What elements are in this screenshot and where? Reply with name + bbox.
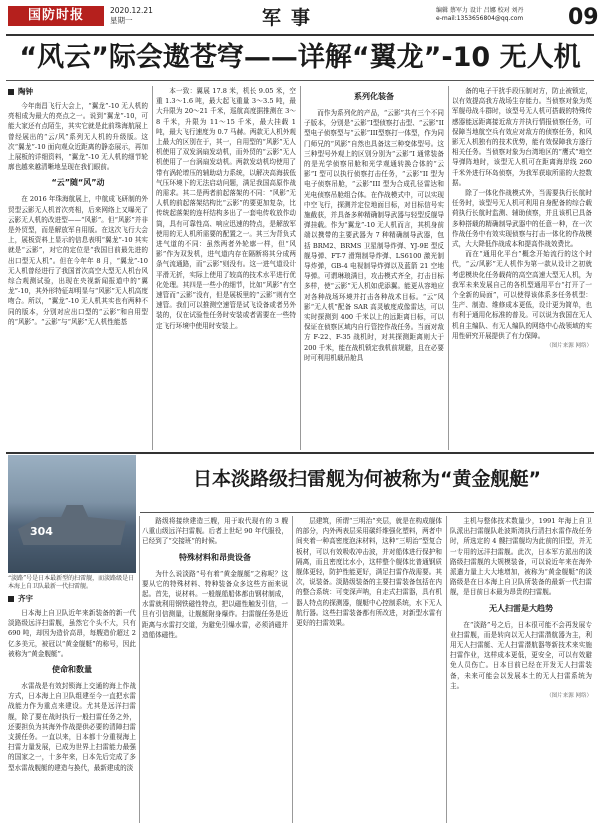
ship-photo [8, 455, 136, 573]
article1-col4-body3: 而在“通用化平台”概念开始流行的这个时代，“云/风影”无人机作为第一款从设计之初就考虑模块化任务载荷的高空高速大型无人机，为我军未来发展自己的各机型通用平台“打开了一个全新的局面”，可以使得该体系多任务机型：生产、制造、维修成本更低，设计更为简单，也有利于通用化标准的普及。可以说为我国在无人机自主编队、有无人编队的网络中心战领域的实用性研究开展提供了有力保障。 [452, 250, 592, 340]
article2-byline [8, 593, 136, 605]
column-divider [448, 86, 449, 450]
article1-headline: “风云”际会遨苍穹——详解“翼龙”-10 无人机 [19, 42, 581, 73]
article2-col2 [142, 516, 288, 823]
article2-headline: 日本淡路级扫雷舰为何被称为“黄金舰艇” [193, 468, 541, 490]
article1-col1 [8, 86, 148, 450]
byline-square-icon [8, 596, 14, 602]
byline-text: 陶钟 [18, 87, 33, 96]
article1-byline [8, 86, 148, 98]
weekday-text: 星期一 [110, 16, 133, 25]
masthead [6, 4, 599, 36]
page-number: 09 [568, 5, 599, 30]
article2-subhead-2: 特殊材料和昂贵设备 [179, 552, 251, 562]
article1-col4 [452, 86, 592, 450]
column-divider [300, 86, 301, 450]
section-title: 军事 [262, 7, 321, 29]
article1-col3-body: 而作为系列化的产品，“云影”共有三个不同子版本，分别是“云影”I型侦察打击型、“云影”II型电子侦察型与“云影”III型察打一体型，作为同门师兄的“风影”自然也具备这三种变体型号。这三种型号外观上的区别分别为“云影”I 通常装备的是光学侦察吊舱和光学观通转换合体的“云影”I 型可以执行侦察打击任务，“云影”II 型为电子侦察吊舱，“云影”III 型为合成孔径雷达和光电侦察吊舱组合体。在作战模式中，可以实现中空飞行，探测并定位地面目标，对目标信号实施截获，并具备多种精确制导武器与轻型反舰导弹挂载。作为“翼龙”-10 无人机而言，其机身前端以携带的主要武器为 7 种精确制导武器，包括 BRM2、BRMS 卫星制导炸弹、YJ-9E 型反舰导弹、FT-7 滑翔制导炸弹、LS6100 激光制导炸弹，GB-4 电视制导炸弹以及蓝箭 21 空地导弹。可谓琳琅满目，攻击模式齐全，打击目标多样，使“云影”无人机如虎添翼。能更从容地应对各种战场环境并打击各种战术目标。“云”风影“无人机”配备 SAR 高灵敏度成像雷达，可以实时探测到 400 千米以上的远距离目标，可以保证在侦察区域内自行管控作战任务。当面对敌方 F-22、F-35 战机时，对其探测距离则大于 200 千米，能在战机锁定我机前规避，且在必要时可利用机载吊舱具 [304, 109, 444, 362]
article2-col3 [296, 516, 442, 823]
issue-date [110, 6, 153, 26]
photo-caption: “淡路”号是日本最新型的扫雷舰，而淡路级是日本海上自卫队最新一代扫雷舰。 [8, 575, 135, 590]
article2-col1 [8, 593, 136, 823]
article1-credit: （图片来源 网络） [546, 343, 592, 350]
article1-col2 [156, 86, 296, 450]
newspaper-logo: 国防时报 [8, 6, 104, 26]
article2-col4 [450, 516, 592, 823]
column-divider [152, 86, 153, 450]
article2-col2-body: 为什么说淡路“号有着“黄金舰艇”之称呢？这要从它的特殊材料、特种装备众多这些方面来说起。首先，说材料。一般舰船船体都由钢材制成，水雷就利用钢铁磁性特点，把以磁性触发引信，一旦有引信测量，让舰艇附身爆炸。扫雷舰任务是近距离与水雷打交道，为避免引爆水雷，必须消磁并造船体磁性。 [142, 569, 288, 639]
editor-names: 编辑 蔡军力 设计 吕娜 校对 刘丹 [436, 7, 524, 14]
hull-number: 304 [30, 525, 53, 538]
editor-email: e-mail:1353656804@qq.com [436, 15, 524, 22]
article1-subhead-1: “云”随“风”动 [51, 178, 105, 188]
article1-col4-body: 备的电子干扰手段压制对方，防止被锁定，以有效提高我方战场生存能力。当侦察对象为英军舰母战斗群时，该型号无人机可搭载的特殊传感器能远距离接近敌方并执行情报侦察任务，可保障当地航空兵有效应对敌方的侦察任务，和风影无人机独有的技术优势，能有效保障我方遂行相关任务。当侦察对象为台湾地区的“鹰式”地空导弹阵地时，该型无人机可在距离海岸线 260 千米外进行环岛侦察，为我军获取所需的大控数据。 [452, 87, 592, 187]
column-divider [446, 516, 447, 823]
date-text: 2020.12.21 [110, 6, 153, 15]
article2-trend-body: 在“淡路”号之后，日本很可能不会再发展专业扫雷舰，而是转向以无人扫雷潜航器为主，利用无人扫雷艇、无人扫雷潜航器等新技术来实施扫雷作业，这样成本更低，更安全，可以有效避免人员伤亡。日本目前已经在开发无人扫雷装备，未来可能会以发展本土的无人扫雷系统为主。 [450, 620, 592, 690]
article2-col2-intro: 路级将接续建造三艘，用于取代现有的 3 艘八重山级远洋扫雷舰。后者上世纪 90 年代服役，已经到了“交接班”的时候。 [142, 517, 288, 546]
column-divider [139, 516, 140, 823]
headline-rule [140, 512, 594, 513]
article1-subhead-2: 系列化装备 [354, 92, 394, 101]
article2-subhead-3: 无人扫雷是大趋势 [489, 603, 553, 613]
article1-col1-body: 在 2016 年珠海航展上，中航成飞研制的外贸型云影无人机首次亮相，后来网络上又曝光了云影无人机的改进型——“风影”。但“风影”并非是外贸型，而是解放军自用版。在这次飞行大会上，展板资料上显示的信息表明“翼龙”-10 其实就是“云影”，对它的定位是“我国目前最先进的出口型无人机”。但在今年年 8 月，“翼龙”-10 无人机曾经进行了我国首次高空大型无人机台风综合观测试验，出现在央视新闻报道中的“翼龙”-10，其外形特征却明显与“风影”无人机高度吻合。所以，“翼龙”-10 无人机其实也有两种不同的版本，分别对应出口型的“云影”和自用型的“风影”。“云影”与“风影”无人机性能基 [8, 195, 148, 326]
article2-col3-body: 层建筑，所谓“三明治”夹层，就是在构成舰体的部分，内外两表层采用碳纤维强化塑料，两者中间夹着一种高密度泡沫材料，这种“三明治”型复合板材，可以有效吸收冲击波，并对船体进行保护和隔离，而且密度比水小，这样整个舰体比普通钢质舰体更轻，防护性能更好，满足扫雷作战需要。其次，说装备。淡路级装备的主要扫雷装备包括在内的整合系统：可变深声呐，自走式扫雷器，具有机器人特点的探测器，舰艇中心控制系统，水下无人航行器。这些扫雷装备都有所改进，对新型水雷有更好的扫雷效果。 [296, 517, 442, 628]
article2-intro: 日本海上自卫队近年来新装备的新一代淡路级远洋扫雷舰，虽然它个头不大，只有 690 吨，却因为造价高昂，每艘造价超过 2 亿多美元，被冠以“黄金舰艇”的称号，因此被称为“黄金舰艇”。 [8, 609, 136, 658]
byline-square-icon [8, 89, 14, 95]
editor-credits [436, 7, 564, 23]
article2-credit: （图片来源 网络） [546, 693, 592, 700]
article1-col2-body: 本一致：翼展 17.8 米，机长 9.05 米，空重 1.3～1.6 吨，最大起飞重量 3～3.5 吨，最大升限为 20～21 千米，巡航高度据推测在 3～8 千米，升限为 11～15 千米，最大挂载 1 吨，最大飞行速度为 0.7 马赫。两款无人机外观上最大的区别在于，其一，自用型的“风影”无人机使用了双发涡扇发动机，而外贸的“云影”无人机使用了一台涡扇发动机。两款发动机均使用了带有涡轮增压的辅助动力系统，以解决高海拔低气压环境下的无法启动问题，满足我国高原作战的需求。其二是两者前起落架的不同：“风影”无人机的前起落架结构比“云影”的要更加复杂，比传统起落架的连杆结构多出了一套电传收放作动筒，具有可靠性高、响应迅速的特点，是解放军使用的无人机所需要的配置之一。其三为背负式进气道的不同：虽然两者外轮廓一样，但“风影”作为双发机，进气道内存在隔断将其分成两条气流通路，而“云影”则没有。这一进气道设计平滑无折，实际上使用了较高的技术水平进行优化处理。其四是一些小的细节，比如“风影”有空速管而“云影”没有，但是展板里的“云影”则有空速管。我们可以推测空速管是试飞设备或者另外装的，仅在试验性任务时安装或者需要在一些特定飞行环境中使用时安装上。 [156, 87, 296, 330]
article1-col3 [304, 86, 444, 450]
article2-headline-box [140, 455, 594, 511]
article2-col4-body: 主机与整体技术数量少，1991 年海上自卫队派出扫雷舰队赴波斯湾执行清扫水雷作战任务时，所选定的 4 艘扫雷舰均为此前的旧型，并无一专用的远洋扫雷舰。此次，日本军方派出的淡路级扫雷舰的大规模装备，可以说近年来在海外派遣力量上大大地增加，被称为“黄金舰艇”的淡路级是在日本海上自卫队所装备的最新一代扫雷舰，是目前日本最为昂贵的扫雷舰。 [450, 517, 592, 597]
article2-subhead-1: 使命和数量 [52, 665, 92, 675]
column-divider [292, 516, 293, 823]
byline-text: 齐宇 [18, 594, 33, 603]
headline-rule [6, 80, 594, 81]
article1-col4-body2: 除了一体化作战模式外，当需要执行长航时任务时，该型号无人机可利用自身配备的综合载荷执行长航时监测、辅助侦察，并且该机已具备多种搭载的精确制导武器中的任意一种，在一次作战任务中有效实现侦察与打击一体化的作战模式，大大降低作战成本和提高作战效费比。 [452, 189, 592, 249]
article-separator [6, 452, 594, 454]
article1-intro: 今年南昌飞行大会上，“翼龙”-10 无人机的亮相成为最大的亮点之一。说到“翼龙”-10，可能大家还有点陌生，其实它就是此前珠海航展上曾经展出的“云/风”系列无人机的升级版。这次“翼龙”-10 面向观众近距离的静态展示，再加上展板的详细资料，“翼龙”-10 无人机的细节轮廓也越来越清晰地呈现在我们眼前。 [8, 102, 148, 172]
article2-mission-body: 水雷战是有效封锁海上交通的海上作战方式，日本海上自卫队组建至今一直把水雷战能力作为重点来建设。尤其是远洋扫雷舰，除了要在战时执行一般扫雷任务之外，还要担负为其海外作战提供必要的清障扫雷支援任务。一直以来，日本都十分重视海上扫雷力量发展，已成为世界上扫雷能力最强的国家之一，十多年来，日本先后完成了多型水雷战舰艇的建造与换代，最新建成的淡 [8, 682, 136, 772]
